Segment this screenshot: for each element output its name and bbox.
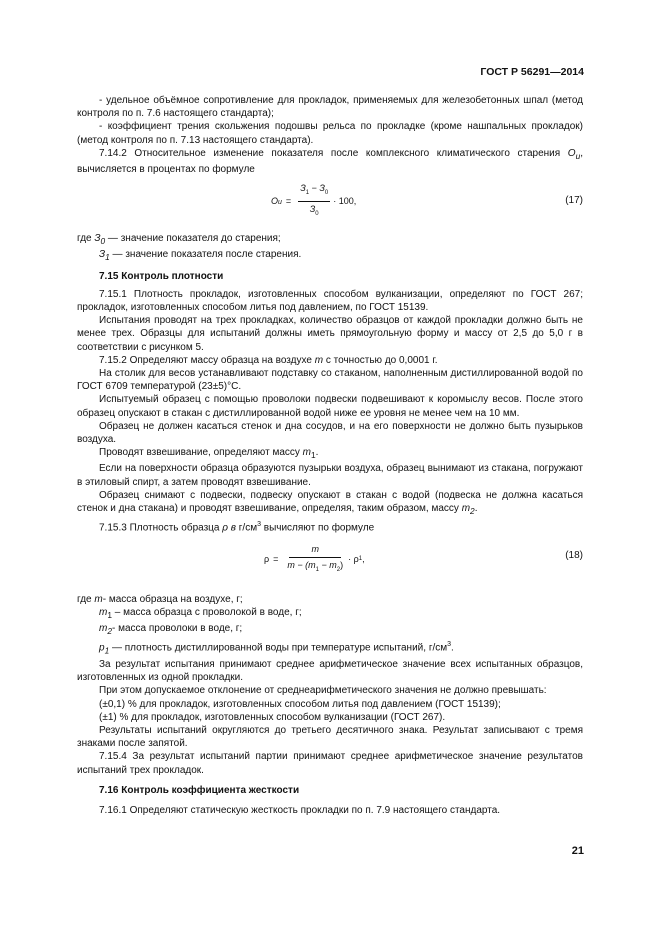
paragraph: $З_1$ — значение показателя после старения.: [99, 249, 302, 263]
page-content: [77, 94, 583, 817]
paragraph: 7.15.2 Определяют массу образца на воздухе m с точностью до 0,0001 г.: [99, 354, 438, 366]
paragraph: Испытания проводят на трех прокладках, количество образцов от каждой прокладки должно быть не менее трех. Образцы для испытаний должны иметь прямоугольную форму и массу от 2,5 до 5,0 г в соответствии с рисунком 5.: [77, 315, 583, 353]
paragraph: Если на поверхности образца образуются пузырьки воздуха, образец вынимают из стакана, погружают в этиловый спирт, а затем проводят взвешивание.: [77, 463, 583, 488]
paragraph: Образец не должен касаться стенок и дна сосудов, и на его поверхности не должно быть пузырьков воздуха.: [77, 420, 583, 446]
paragraph: 7.15.1 Плотность прокладок, изготовленных способом вулканизации, определяют по ГОСТ 267; прокладок, изготовленных способом литья под давлением, по ГОСТ 15139.: [77, 288, 583, 314]
paragraph: 7.14.2 Относительное изменение показателя после комплексного климатического старения $O_u$, вычисляется в процентах по формуле: [77, 147, 583, 176]
paragraph: (±0,1) % для прокладок, изготовленных способом литья под давлением (ГОСТ 15139);: [99, 698, 501, 710]
paragraph: $m_1$ – масса образца с проволокой в воде, г;: [99, 607, 302, 621]
formula-18: ρ = $\frac{m}{m - (m_1 - m_2)}$ · ρ 1 , (18): [264, 543, 583, 573]
paragraph: На столик для весов устанавливают подставку со стаканом, наполненным дистиллированной водой по ГОСТ 6709 температурой (23±5)°С.: [77, 368, 583, 393]
paragraph: 7.15.3 Плотность образца ρ в $г/см^3$ вычисляют по формуле: [99, 521, 375, 534]
page-number: 21: [571, 845, 584, 857]
paragraph: где m- масса образца на воздухе, г;: [77, 593, 243, 605]
paragraph: 7.15.4 За результат испытаний партии принимают среднее арифметическое значение результатов испытаний трех прокладок.: [77, 751, 583, 776]
section-heading: 7.15 Контроль плотности: [99, 270, 224, 282]
paragraph: При этом допускаемое отклонение от среднеарифметического значения не должно превышать:: [99, 685, 547, 697]
paragraph: $m_2-$ масса проволоки в воде, г;: [99, 623, 243, 637]
paragraph: $p_1$ — плотность дистиллированной воды при температуре испытаний, $г/см^3$.: [99, 641, 454, 656]
paragraph: - удельное объёмное сопротивление для прокладок, применяемых для железобетонных шпал (метод контроля по п. 7.6 настоящего стандарта);: [77, 95, 583, 120]
paragraph: Испытуемый образец с помощью проволоки подвески подвешивают к коромыслу весов. После этого образец опускают в стакан с дистиллированной водой ниже ее уровня не менее чем на 10 мм.: [77, 394, 583, 419]
paragraph: где $З_0$ — значение показателя до старения;: [77, 233, 281, 247]
paragraph: - коэффициент трения скольжения подошвы рельса по прокладке (кроме нашпальных прокладок) (метод контроля по п. 7.13 настоящего стандарта).: [77, 121, 583, 146]
formula-number: (18): [565, 549, 583, 561]
section-heading: 7.16 Контроль коэффициента жесткости: [99, 784, 300, 796]
paragraph: Образец снимают с подвески, подвеску опускают в стакан с водой (подвеска не должна касаться стенок и дна стакана) и проводят взвешивание, определяя, таким образом, массу $m_2$.: [77, 489, 583, 517]
paragraph: За результат испытания принимают среднее арифметическое значение всех испытанных образцов, изготовленных из одной прокладки.: [77, 658, 583, 684]
paragraph: Проводят взвешивание, определяют массу $m_1$.: [99, 447, 319, 461]
formula-17: O u = $\frac{З_1 - З_0}{З_0}$ · 100, (17): [271, 183, 583, 218]
paragraph: 7.16.1 Определяют статическую жесткость прокладки по п. 7.9 настоящего стандарта.: [99, 804, 501, 816]
paragraph: Результаты испытаний округляются до третьего десятичного знака. Результат записывают с тремя знаками после запятой.: [77, 724, 583, 750]
paragraph: (±1) % для прокладок, изготовленных способом вулканизации (ГОСТ 267).: [99, 711, 446, 723]
standard-header: ГОСТ Р 56291—2014: [480, 66, 584, 78]
formula-number: (17): [565, 195, 583, 207]
